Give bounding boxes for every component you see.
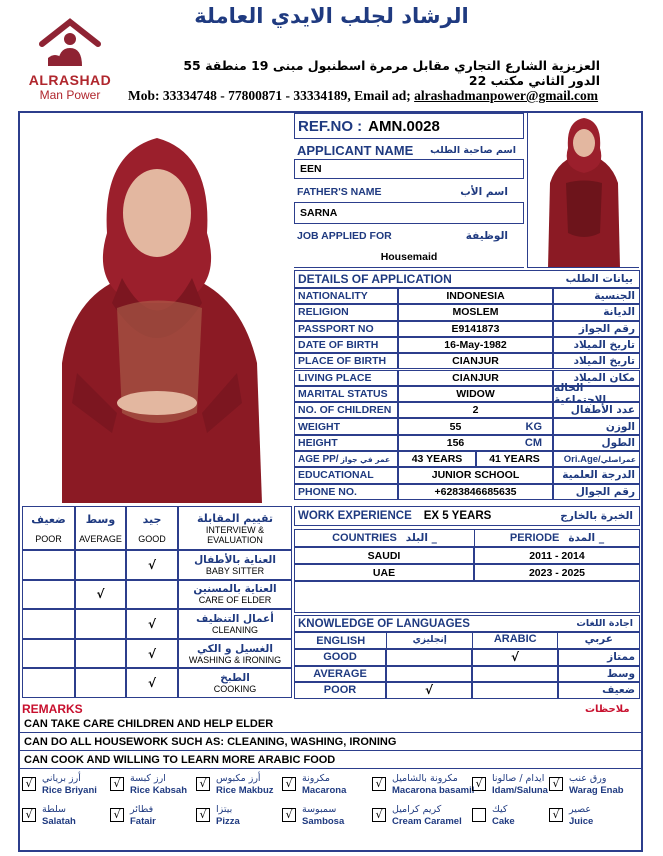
rating-tick: √ xyxy=(147,557,156,572)
food-checkbox: √ xyxy=(110,777,124,791)
lang-level-ar: ممتاز xyxy=(558,649,640,666)
rating-cell-poor xyxy=(22,609,75,639)
job-value-box xyxy=(294,246,524,268)
age-orig-label-ar: عمراصلي xyxy=(600,454,636,464)
languages-head xyxy=(294,632,640,649)
lang-level-en: GOOD xyxy=(294,649,386,666)
logo-subtitle: Man Power xyxy=(39,88,101,102)
details-title-row xyxy=(294,270,640,288)
rating-cell-poor xyxy=(22,668,75,698)
age-label-ar: عمر في جواز xyxy=(340,454,391,464)
detail-label: MARITAL STATUS xyxy=(294,386,398,402)
food-checkbox: √ xyxy=(549,808,563,822)
applicant-label-ar: اسم صاحبة الطلب xyxy=(430,144,516,156)
food-name-ar: أرز مكبوس xyxy=(216,773,261,784)
applicant-label-row xyxy=(294,141,524,159)
food-name-en: Warag Enab xyxy=(569,785,624,796)
food-checkbox: √ xyxy=(549,777,563,791)
food-name-en: Cream Caramel xyxy=(392,816,462,827)
interview-title-ar: تقييم المقابلة xyxy=(196,511,274,525)
job-label-ar: الوظيفة xyxy=(465,230,508,242)
detail-label-ar: الطول xyxy=(553,435,640,451)
detail-value xyxy=(398,386,553,402)
phone-value: +6283846685635 xyxy=(398,484,553,500)
food-name-en: Rice Makbuz xyxy=(216,785,274,796)
col-avg-en: AVERAGE xyxy=(79,533,122,544)
food-checkbox: √ xyxy=(472,777,486,791)
applicant-photo-portrait xyxy=(22,113,292,503)
food-name-en: Cake xyxy=(492,816,515,827)
rating-cell-average xyxy=(75,580,126,610)
rating-cell-average xyxy=(75,609,126,639)
detail-label-ar: مكان الميلاد xyxy=(553,370,640,386)
detail-label-ar: الحالة الاجتماعية xyxy=(553,386,640,402)
food-name-en: Sambosa xyxy=(302,816,345,827)
countries-label-ar: البلد _ xyxy=(405,532,437,544)
languages-title-row xyxy=(294,615,640,632)
ref-box xyxy=(294,113,524,139)
company-title-ar: الرشاد لجلب الايدي العاملة xyxy=(194,4,469,28)
rating-tick: √ xyxy=(147,646,156,661)
detail-value xyxy=(398,435,553,451)
job-label-row xyxy=(294,227,524,245)
detail-value-text: WIDOW xyxy=(456,387,495,400)
food-checkbox: √ xyxy=(372,777,386,791)
skill-label-en: COOKING xyxy=(213,684,257,695)
skill-label xyxy=(178,639,292,669)
detail-value xyxy=(398,337,553,353)
phone-label: PHONE NO. xyxy=(294,484,398,500)
applicant-name-value: EEN xyxy=(300,163,322,175)
experience-label: WORK EXPERIENCE xyxy=(298,510,412,522)
col-good-en: GOOD xyxy=(138,533,166,544)
company-address: العزيزية الشارع التجاري مقابل مرمرة اسطنبول مبنى 19 منطقة 55 الدور الثاني مكتب 22 xyxy=(183,58,600,88)
detail-value-text: 156 xyxy=(446,436,465,449)
detail-unit: CM xyxy=(524,436,542,449)
remark-line-2: CAN DO ALL HOUSEWORK SUCH AS: CLEANING, WASHING, IRONING xyxy=(20,734,641,751)
age-label: AGE PP/ xyxy=(298,453,339,465)
father-label-row xyxy=(294,183,524,201)
job-label: JOB APPLIED FOR xyxy=(297,230,392,242)
applicant-name-box xyxy=(294,159,524,179)
applicant-label: APPLICANT NAME xyxy=(297,142,414,158)
detail-label-ar: تاريخ الميلاد xyxy=(553,353,640,369)
skill-label xyxy=(178,668,292,698)
experience-label-ar: الخبرة بالخارج xyxy=(560,510,633,522)
detail-label: WEIGHT xyxy=(294,418,398,434)
food-name-en: Idam/Saluna xyxy=(492,785,548,796)
food-name-en: Juice xyxy=(569,816,594,827)
food-checkbox: √ xyxy=(282,777,296,791)
detail-value-text: INDONESIA xyxy=(446,290,505,303)
skill-label-ar: العناية بالأطفال xyxy=(194,553,276,566)
rating-cell-average xyxy=(75,668,126,698)
period-label-ar: المدة _ xyxy=(568,532,605,544)
food-name-en: Salatah xyxy=(42,816,76,827)
detail-label: HEIGHT xyxy=(294,435,398,451)
detail-value-text: 2 xyxy=(472,404,479,417)
detail-label: DATE OF BIRTH xyxy=(294,337,398,353)
exp-country: UAE xyxy=(294,564,474,581)
father-label: FATHER'S NAME xyxy=(297,186,382,198)
food-name-en: Rice Briyani xyxy=(42,785,97,796)
detail-label-ar: الجنسية xyxy=(553,288,640,304)
lang-arabic-tick xyxy=(472,682,558,699)
lang-arabic-tick: √ xyxy=(472,649,558,666)
skill-label-ar: الغسيل و الكي xyxy=(197,642,273,655)
rating-tick: √ xyxy=(147,616,156,631)
lang-arabic-tick xyxy=(472,666,558,683)
interview-title-head xyxy=(178,506,292,550)
detail-label: LIVING PLACE xyxy=(294,370,398,386)
rating-cell-poor xyxy=(22,580,75,610)
exp-period: 2011 - 2014 xyxy=(474,547,640,564)
english-label: ENGLISH xyxy=(316,634,366,647)
food-name-ar: أرز برياني xyxy=(42,773,81,784)
detail-value-text: MOSLEM xyxy=(452,306,499,319)
rating-cell-good xyxy=(126,580,178,610)
col-good-ar: جيد xyxy=(142,512,162,526)
food-name-ar: بيتزا xyxy=(216,804,233,815)
ref-value: AMN.0028 xyxy=(368,117,440,135)
ref-label: REF.NO : xyxy=(298,117,363,135)
skill-label-en: BABY SITTER xyxy=(205,565,265,576)
detail-value xyxy=(398,288,553,304)
food-checkbox: √ xyxy=(22,777,36,791)
skill-label xyxy=(178,580,292,610)
rating-cell-good xyxy=(126,609,178,639)
details-title-ar: بيانات الطلب xyxy=(565,273,633,285)
lang-level-ar: ضعيف xyxy=(558,682,640,699)
food-name-ar: مكرونة xyxy=(302,773,330,784)
lang-english-tick: √ xyxy=(386,682,472,699)
languages-title-ar: اجادة اللغات xyxy=(576,618,633,629)
food-checkbox: √ xyxy=(282,808,296,822)
lang-english-tick xyxy=(386,666,472,683)
detail-value xyxy=(398,353,553,369)
detail-value xyxy=(398,402,553,418)
col-avg-ar: وسط xyxy=(85,512,116,526)
food-name-en: Macarona xyxy=(302,785,347,796)
detail-value-text: 16-May-1982 xyxy=(444,339,507,352)
detail-label-ar: رقم الجواز xyxy=(553,321,640,337)
applicant-photo-full xyxy=(527,113,639,268)
food-name-ar: مكرونة بالشاميل xyxy=(392,773,458,784)
detail-label-ar: الديانة xyxy=(553,304,640,320)
exp-country: SAUDI xyxy=(294,547,474,564)
detail-label: PLACE OF BIRTH xyxy=(294,353,398,369)
food-name-ar: فطائر xyxy=(130,804,154,815)
lang-level-ar: وسط xyxy=(558,666,640,683)
food-name-en: Pizza xyxy=(216,816,240,827)
rating-tick: √ xyxy=(147,676,156,691)
phone-label-ar: رقم الجوال xyxy=(553,484,640,500)
detail-label: NO. OF CHILDREN xyxy=(294,402,398,418)
food-name-ar: عصير xyxy=(569,804,592,815)
contact-line xyxy=(128,88,648,104)
rating-tick: √ xyxy=(96,587,105,602)
skill-label-en: CLEANING xyxy=(211,624,258,635)
skill-label-ar: العناية بالمسنين xyxy=(193,583,277,596)
food-name-ar: ايدام / صالونا xyxy=(492,773,545,784)
edu-label-ar: الدرجة العلمية xyxy=(553,467,640,483)
skill-label-en: CARE OF ELDER xyxy=(198,595,272,606)
age-label-cell xyxy=(294,451,398,467)
exp-period: 2023 - 2025 xyxy=(474,564,640,581)
detail-unit: KG xyxy=(525,420,542,433)
detail-label: NATIONALITY xyxy=(294,288,398,304)
rating-cell-good xyxy=(126,639,178,669)
edu-label: EDUCATIONAL xyxy=(294,467,398,483)
col-poor-en: POOR xyxy=(35,533,62,544)
father-label-ar: اسم الأب xyxy=(460,186,508,198)
rating-cell-good xyxy=(126,550,178,580)
experience-head xyxy=(294,529,640,547)
lang-level-en: POOR xyxy=(294,682,386,699)
detail-label-ar: عدد الأطفال xyxy=(553,402,640,418)
lang-english-tick xyxy=(386,649,472,666)
remark-line-3: CAN COOK AND WILLING TO LEARN MORE ARABIC FOOD xyxy=(20,752,641,769)
rating-cell-average xyxy=(75,550,126,580)
detail-value-text: E9141873 xyxy=(451,322,500,335)
lang-level-en: AVERAGE xyxy=(294,666,386,683)
food-checkbox: √ xyxy=(372,808,386,822)
food-name-ar: سلطة xyxy=(42,804,66,815)
countries-label: COUNTRIES xyxy=(332,532,397,544)
food-name-en: Fatair xyxy=(130,816,156,827)
father-name-box xyxy=(294,202,524,224)
detail-label: PASSPORT NO xyxy=(294,321,398,337)
exp-empty-area xyxy=(294,581,640,613)
english-label-ar: إنجليزي xyxy=(412,635,447,645)
rating-cell-average xyxy=(75,639,126,669)
interview-title-en: INTERVIEW & EVALUATION xyxy=(205,524,265,545)
detail-value xyxy=(398,370,553,386)
food-checkbox: √ xyxy=(196,777,210,791)
skill-label-en: WASHING & IRONING xyxy=(188,654,282,665)
age-orig-label-cell xyxy=(553,451,640,467)
rating-cell-good xyxy=(126,668,178,698)
skill-label-ar: أعمال التنظيف xyxy=(196,612,274,625)
detail-value xyxy=(398,304,553,320)
food-checkbox: √ xyxy=(22,808,36,822)
age-pp-value: 43 YEARS xyxy=(398,451,476,467)
detail-label: RELIGION xyxy=(294,304,398,320)
skill-label xyxy=(178,609,292,639)
remark-line-1: CAN TAKE CARE CHILDREN AND HELP ELDER xyxy=(20,716,641,733)
col-poor-ar: ضعيف xyxy=(31,512,66,526)
rating-cell-poor xyxy=(22,639,75,669)
contact-email[interactable]: alrashadmanpower@gmail.com xyxy=(414,88,599,103)
food-name-ar: ورق عنب xyxy=(569,773,607,784)
detail-label-ar: تاريخ الميلاد xyxy=(553,337,640,353)
edu-value: JUNIOR SCHOOL xyxy=(398,467,553,483)
age-orig-value: 41 YEARS xyxy=(476,451,553,467)
food-name-ar: ارز كبسة xyxy=(130,773,166,784)
age-orig-label: Ori.Age/ xyxy=(563,453,601,465)
arabic-label: ARABIC xyxy=(493,633,537,645)
remarks-label-ar: ملاحظات xyxy=(585,704,630,715)
detail-value-text: CIANJUR xyxy=(452,355,499,368)
arabic-label-ar: عربي xyxy=(584,633,613,645)
food-name-en: Macarona basamil xyxy=(392,785,475,796)
col-avg-head xyxy=(75,506,126,550)
food-checkbox: √ xyxy=(110,808,124,822)
detail-value-text: CIANJUR xyxy=(452,371,499,384)
skill-label xyxy=(178,550,292,580)
detail-value xyxy=(398,418,553,434)
languages-title: KNOWLEDGE OF LANGUAGES xyxy=(298,617,470,630)
detail-value-text: 55 xyxy=(449,420,462,433)
experience-value: EX 5 YEARS xyxy=(423,510,492,522)
col-poor-head xyxy=(22,506,75,550)
food-name-ar: كيك xyxy=(492,804,508,815)
remarks-label: REMARKS xyxy=(22,702,83,716)
rating-cell-poor xyxy=(22,550,75,580)
food-checkbox: √ xyxy=(196,808,210,822)
food-name-en: Rice Kabsah xyxy=(130,785,188,796)
food-name-ar: سمبوسة xyxy=(302,804,337,815)
detail-label-ar: الوزن xyxy=(553,418,640,434)
logo-brand: ALRASHAD xyxy=(28,72,112,88)
father-name-value: SARNA xyxy=(300,207,338,219)
detail-value xyxy=(398,321,553,337)
experience-row xyxy=(294,506,640,526)
skill-label-ar: الطبخ xyxy=(220,672,250,685)
food-name-ar: كريم كراميل xyxy=(392,804,442,815)
period-label: PERIODE xyxy=(509,532,560,544)
food-checkbox xyxy=(472,808,486,822)
col-good-head xyxy=(126,506,178,550)
details-title: DETAILS OF APPLICATION xyxy=(298,272,452,286)
job-value: Housemaid xyxy=(380,250,438,263)
contact-phones: Mob: 33334748 - 77800871 - 33334189, Email ad; xyxy=(128,88,415,103)
